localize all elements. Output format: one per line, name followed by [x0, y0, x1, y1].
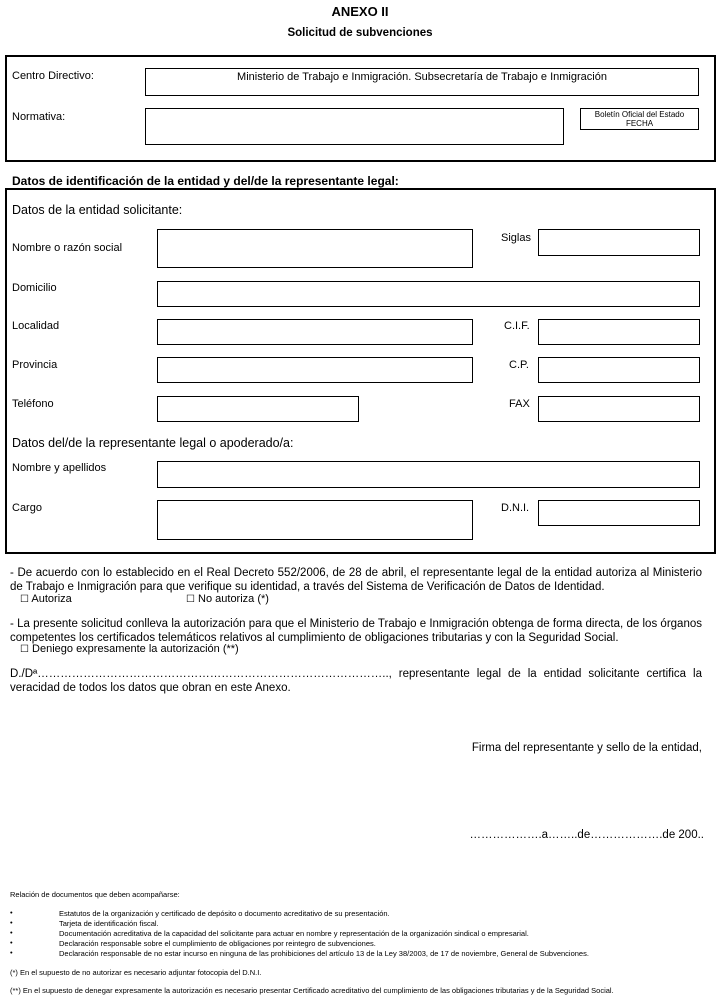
siglas-label: Siglas	[501, 232, 531, 244]
siglas-field[interactable]	[538, 229, 700, 256]
dni-label: D.N.I.	[501, 502, 530, 514]
deniego-checkbox-icon[interactable]: ☐	[20, 644, 29, 655]
autorizacion-identidad-text: - De acuerdo con lo establecido en el Real Decreto 552/2006, de 28 de abril, el representante legal de la entidad autoriza al Ministerio de Trabajo e Inmigración para que verifique su identidad, a través del Sistema de Verificación de Datos de Identidad.	[10, 567, 702, 593]
localidad-label: Localidad	[12, 320, 60, 332]
domicilio-field[interactable]	[157, 281, 700, 307]
fax-label: FAX	[509, 398, 530, 410]
page-title: ANEXO II	[331, 4, 389, 19]
no-autoriza-label: No autoriza (*)	[198, 593, 269, 605]
boe-label: Boletín Oficial del Estado	[594, 110, 685, 119]
autoriza-label: Autoriza	[31, 593, 72, 605]
documento-item: Declaración responsable de no estar incurso en ninguna de las prohibiciones del artículo 13 de la Ley 38/2003, de 17 de noviembre, General de Subvenciones.	[59, 949, 589, 958]
entidad-heading: Datos de la entidad solicitante:	[12, 203, 183, 217]
bullet-icon: •	[10, 948, 13, 957]
documento-item: Declaración responsable sobre el cumplimiento de obligaciones por reintegro de subvenciones.	[59, 939, 376, 948]
nombre-razon-field[interactable]	[157, 229, 473, 268]
provincia-field[interactable]	[157, 357, 473, 383]
identificacion-heading: Datos de identificación de la entidad y del/de la representante legal:	[12, 174, 399, 188]
fax-field[interactable]	[538, 396, 700, 422]
normativa-label: Normativa:	[12, 111, 66, 123]
deniego-label: Deniego expresamente la autorización (**)	[32, 643, 239, 655]
cif-label: C.I.F.	[504, 320, 530, 332]
representante-heading: Datos del/de la representante legal o apoderado/a:	[12, 436, 294, 450]
provincia-label: Provincia	[12, 359, 58, 371]
telefono-label: Teléfono	[12, 398, 54, 410]
bullet-icon: •	[10, 938, 13, 947]
documento-item: Estatutos de la organización y certificado de depósito o documento acreditativo de su presentación.	[59, 909, 390, 918]
cp-label: C.P.	[509, 359, 529, 371]
fecha-lugar-line: ……………….a……..de……………….de 200..	[469, 829, 704, 841]
documento-item: Documentación acreditativa de la capacidad del solicitante para actuar en nombre y representación de la organización sindical o empresarial.	[59, 929, 529, 938]
bullet-icon: •	[10, 918, 13, 927]
domicilio-label: Domicilio	[12, 282, 57, 294]
telefono-field[interactable]	[157, 396, 359, 422]
certificacion-text: D./Dª……………………………………………………………………………….., representante legal de la entidad solicitante certifica la veracidad de todos los datos que obran en este Anexo.	[10, 668, 702, 694]
documento-item: Tarjeta de identificación fiscal.	[59, 919, 159, 928]
bullet-icon: •	[10, 928, 13, 937]
cargo-field[interactable]	[157, 500, 473, 540]
deniego-option[interactable]	[20, 643, 239, 655]
page-subtitle: Solicitud de subvenciones	[287, 27, 433, 39]
fecha-label: FECHA	[625, 119, 654, 128]
centro-directivo-label: Centro Directivo:	[12, 70, 94, 82]
autoriza-option[interactable]	[20, 593, 72, 605]
autoriza-checkbox-icon[interactable]: ☐	[20, 594, 29, 605]
cp-field[interactable]	[538, 357, 700, 383]
cargo-label: Cargo	[12, 502, 42, 514]
normativa-field[interactable]	[145, 108, 564, 145]
cif-field[interactable]	[538, 319, 700, 345]
autorizacion-certificados-text: - La presente solicitud conlleva la autorización para que el Ministerio de Trabajo e Inmigración obtenga de forma directa, de los órganos competentes los certificados telemáticos relativos al cumplimiento de obligaciones tributarias y con la Seguridad Social.	[10, 618, 702, 644]
nota-no-autorizar: (*) En el supuesto de no autorizar es necesario adjuntar fotocopia del D.N.I.	[10, 968, 262, 977]
centro-directivo-value: Ministerio de Trabajo e Inmigración. Subsecretaría de Trabajo e Inmigración	[237, 71, 607, 83]
nota-denegar: (**) En el supuesto de denegar expresamente la autorización es necesario presentar Certificado acreditativo del cumplimiento de las obligaciones tributarias y de la Seguridad Social.	[10, 986, 614, 995]
no-autoriza-checkbox-icon[interactable]: ☐	[186, 594, 195, 605]
firma-label: Firma del representante y sello de la entidad,	[471, 742, 702, 754]
bullet-icon: •	[10, 908, 13, 917]
fecha-field[interactable]	[580, 129, 699, 145]
nombre-apellidos-label: Nombre y apellidos	[12, 462, 107, 474]
centro-directivo-field[interactable]	[145, 68, 699, 96]
no-autoriza-option[interactable]	[186, 593, 269, 605]
nombre-razon-label: Nombre o razón social	[12, 242, 123, 254]
nombre-apellidos-field[interactable]	[157, 461, 700, 488]
localidad-field[interactable]	[157, 319, 473, 345]
dni-field[interactable]	[538, 500, 700, 526]
documentos-heading: Relación de documentos que deben acompañarse:	[10, 890, 180, 899]
